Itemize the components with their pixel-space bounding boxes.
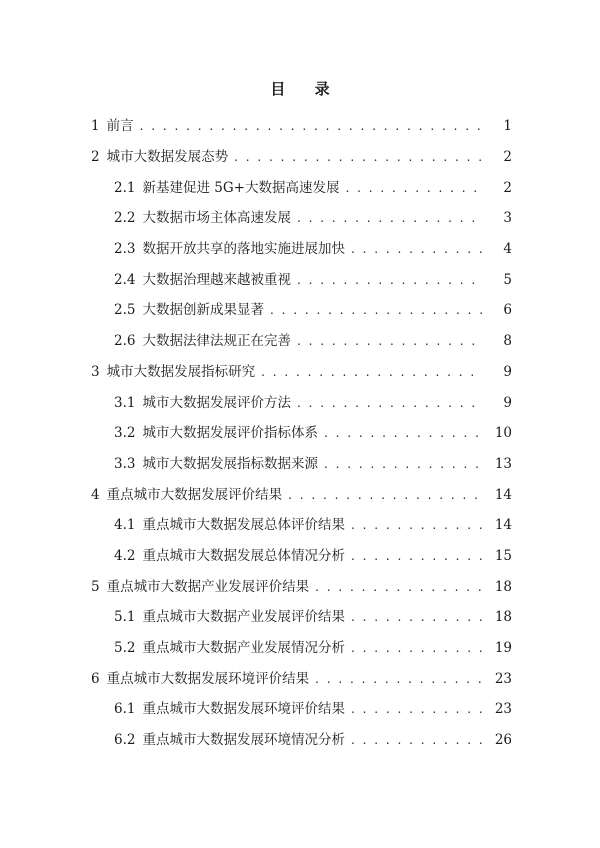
toc-dot-leader [351, 731, 482, 749]
toc-entry-title: 城市大数据发展评价方法 [142, 394, 291, 411]
toc-dot-leader [297, 394, 482, 412]
toc-chapter-entry[interactable] [0, 663, 600, 694]
toc-entry-title: 大数据市场主体高速发展 [142, 210, 291, 227]
toc-dot-leader [315, 578, 482, 596]
toc-section-entry[interactable] [0, 326, 600, 357]
toc-entry-title: 重点城市大数据发展环境评价结果 [142, 701, 345, 718]
toc-entry-number: 6.1 [114, 701, 136, 718]
toc-dot-leader [351, 608, 482, 626]
toc-entry-number: 2.3 [114, 241, 136, 258]
toc-entry-number: 2.4 [114, 271, 136, 288]
toc-entry-number: 4 [91, 486, 100, 503]
toc-entry-number: 2 [91, 149, 100, 166]
toc-entry-number: 6 [91, 670, 100, 687]
toc-entry-title: 数据开放共享的落地实施进展加快 [142, 241, 345, 258]
toc-entry-title: 重点城市大数据发展环境评价结果 [106, 670, 310, 687]
toc-chapter-entry[interactable] [0, 571, 600, 602]
toc-chapter-entry[interactable] [0, 479, 600, 510]
toc-section-entry[interactable] [0, 418, 600, 449]
toc-entry-title: 城市大数据发展态势 [106, 149, 229, 166]
toc-section-entry[interactable] [0, 203, 600, 234]
toc-entry-number: 5 [91, 578, 100, 595]
toc-dot-leader [297, 209, 482, 227]
toc-section-entry[interactable] [0, 541, 600, 572]
toc-dot-leader [351, 240, 482, 258]
toc-entry-title: 重点城市大数据发展总体情况分析 [142, 547, 345, 564]
toc-entry-number: 2.2 [114, 210, 136, 227]
toc-list [0, 111, 600, 755]
toc-entry-title: 重点城市大数据发展环境情况分析 [142, 732, 345, 749]
toc-entry-title: 前言 [106, 118, 134, 135]
toc-entry-number: 1 [91, 118, 100, 135]
toc-page-number: 2 [503, 149, 512, 166]
toc-page-number: 1 [503, 118, 512, 135]
toc-section-entry[interactable] [0, 387, 600, 418]
toc-section-entry[interactable] [0, 510, 600, 541]
toc-page-number: 15 [494, 547, 512, 564]
toc-page-number: 14 [494, 486, 512, 503]
toc-dot-leader [351, 700, 482, 718]
toc-dot-leader [324, 424, 482, 442]
toc-entry-number: 3 [91, 363, 100, 380]
toc-entry-number: 5.1 [114, 609, 136, 626]
toc-page-number: 23 [494, 701, 512, 718]
toc-entry-title: 重点城市大数据发展评价结果 [106, 486, 283, 503]
toc-chapter-entry[interactable] [0, 111, 600, 142]
toc-entry-number: 3.2 [114, 425, 136, 442]
toc-entry-number: 2.1 [114, 179, 136, 196]
toc-entry-title: 重点城市大数据产业发展情况分析 [142, 640, 345, 657]
toc-entry-title: 重点城市大数据产业发展评价结果 [106, 578, 310, 595]
toc-section-entry[interactable] [0, 264, 600, 295]
toc-dot-leader [234, 148, 482, 166]
toc-entry-number: 2.6 [114, 333, 136, 350]
toc-dot-leader [297, 271, 482, 289]
toc-section-entry[interactable] [0, 295, 600, 326]
toc-page-number: 13 [494, 455, 512, 472]
toc-page-number: 9 [503, 363, 512, 380]
toc-chapter-entry[interactable] [0, 142, 600, 173]
toc-entry-number: 2.5 [114, 302, 136, 319]
toc-entry-number: 4.1 [114, 517, 136, 534]
toc-entry-title: 大数据创新成果显著 [142, 302, 264, 319]
toc-entry-number: 4.2 [114, 547, 136, 564]
toc-page-number: 8 [503, 333, 512, 350]
toc-dot-leader [345, 179, 482, 197]
toc-section-entry[interactable] [0, 234, 600, 265]
toc-page-number: 18 [494, 609, 512, 626]
toc-page-number: 5 [503, 271, 512, 288]
toc-dot-leader [297, 332, 482, 350]
toc-entry-title: 城市大数据发展评价指标体系 [142, 425, 318, 442]
toc-dot-leader [324, 455, 482, 473]
toc-entry-title: 大数据治理越来越被重视 [142, 271, 291, 288]
toc-title: 目 录 [270, 80, 342, 98]
toc-section-entry[interactable] [0, 725, 600, 756]
toc-dot-leader [270, 301, 482, 319]
toc-page-number: 9 [503, 394, 512, 411]
toc-dot-leader [140, 117, 482, 135]
toc-dot-leader [315, 670, 482, 688]
toc-page-number: 26 [494, 732, 512, 749]
toc-entry-title: 新基建促进 5G+大数据高速发展 [142, 179, 340, 196]
toc-entry-number: 5.2 [114, 640, 136, 657]
toc-section-entry[interactable] [0, 172, 600, 203]
toc-entry-title: 城市大数据发展指标数据来源 [142, 455, 318, 472]
toc-entry-title: 大数据法律法规正在完善 [142, 333, 291, 350]
toc-entry-title: 重点城市大数据发展总体评价结果 [142, 517, 345, 534]
toc-section-entry[interactable] [0, 602, 600, 633]
toc-entry-number: 6.2 [114, 732, 136, 749]
toc-entry-number: 3.1 [114, 394, 136, 411]
toc-dot-leader [351, 639, 482, 657]
toc-entry-title: 重点城市大数据产业发展评价结果 [142, 609, 345, 626]
toc-page-number: 6 [503, 302, 512, 319]
toc-page-number: 4 [503, 241, 512, 258]
toc-section-entry[interactable] [0, 694, 600, 725]
toc-page-number: 18 [494, 578, 512, 595]
toc-section-entry[interactable] [0, 449, 600, 480]
toc-entry-title: 城市大数据发展指标研究 [106, 363, 256, 380]
toc-page-number: 2 [503, 179, 512, 196]
toc-entry-number: 3.3 [114, 455, 136, 472]
toc-page-number: 10 [494, 425, 512, 442]
toc-dot-leader [351, 516, 482, 534]
toc-page-number: 19 [494, 640, 512, 657]
toc-dot-leader [261, 363, 482, 381]
toc-dot-leader [351, 547, 482, 565]
toc-chapter-entry[interactable] [0, 357, 600, 388]
toc-page-number: 3 [503, 210, 512, 227]
toc-page-number: 14 [494, 517, 512, 534]
toc-section-entry[interactable] [0, 633, 600, 664]
toc-page-number: 23 [494, 670, 512, 687]
toc-dot-leader [288, 486, 482, 504]
